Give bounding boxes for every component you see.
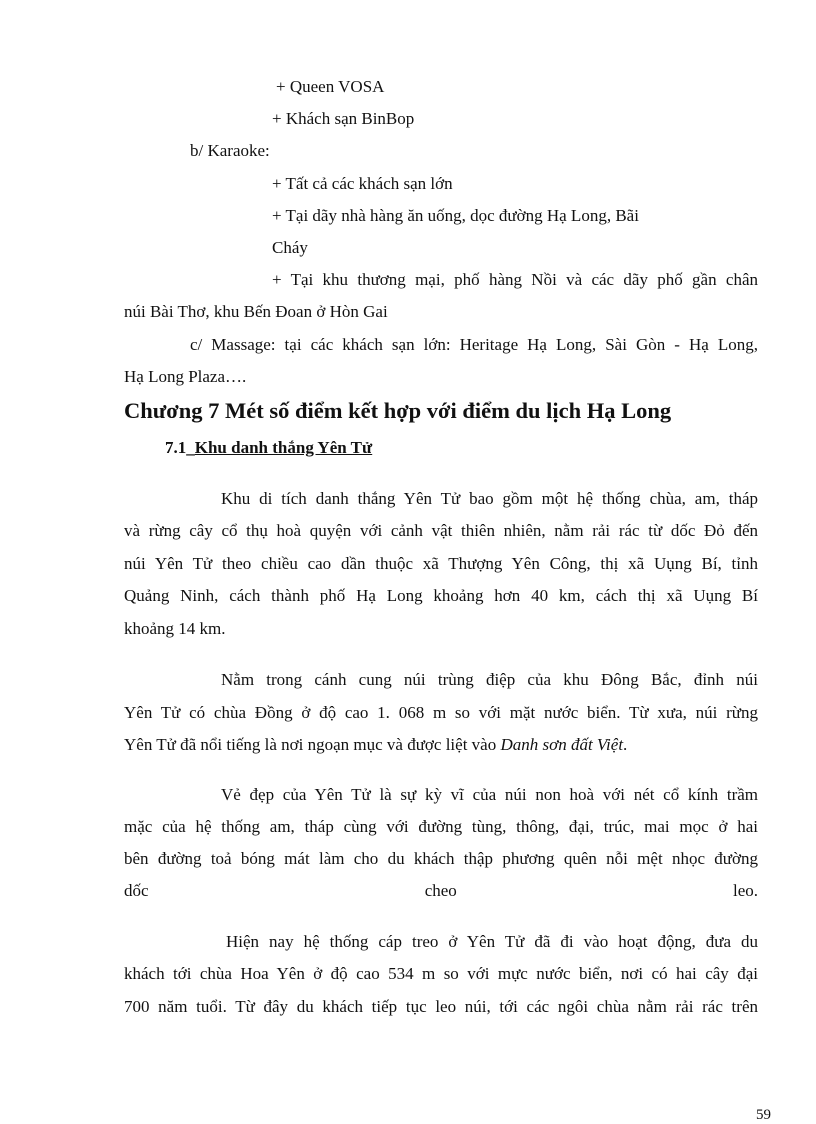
paragraph-1-line-1: Khu di tích danh thắng Yên Tử bao gồm một hệ thống chùa, am, tháp [221,489,758,508]
paragraph-4-line-2: khách tới chùa Hoa Yên ở độ cao 534 m so với mực nước biển, nơi có hai cây đại [124,964,758,983]
page-number: 59 [756,1107,771,1123]
list-item-bar-1: + Queen VOSA [276,77,385,96]
chapter-title: Chương 7 Mét số điểm kết hợp với điểm du lịch Hạ Long [124,398,672,423]
section-title: Khu danh thắng Yên Tử [194,438,373,457]
list-item-karaoke-2: + Tại dãy nhà hàng ăn uống, dọc đường Hạ Long, Bãi [272,206,639,225]
paragraph-2-period: . [623,735,628,754]
list-item-karaoke-3: + Tại khu thương mại, phố hàng Nồi và các dãy phố gần chân [272,270,758,289]
paragraph-4-line-1: Hiện nay hệ thống cáp treo ở Yên Tử đã đi vào hoạt động, đưa du [226,932,758,951]
paragraph-1-line-4: Quảng Ninh, cách thành phố Hạ Long khoảng hơn 40 km, cách thị xã Uụng Bí [124,586,758,605]
karaoke-label: b/ Karaoke: [190,141,270,160]
paragraph-1-line-2: và rừng cây cổ thụ hoà quyện với cảnh vật thiên nhiên, nằm rải rác từ dốc Đỏ đến [124,521,758,540]
paragraph-1-line-5: khoảng 14 km. [124,619,226,638]
paragraph-3-line-2: mặc của hệ thống am, tháp cùng với đường tùng, thông, đại, trúc, mai mọc ở hai [124,817,758,836]
massage-line-1: c/ Massage: tại các khách sạn lớn: Heritage Hạ Long, Sài Gòn - Hạ Long, [190,335,758,354]
paragraph-4-line-3: 700 năm tuổi. Từ đây du khách tiếp tục leo núi, tới các ngôi chùa nằm rải rác trên [124,997,758,1016]
list-item-bar-2: + Khách sạn BinBop [272,109,415,128]
paragraph-3-line-3: bên đường toả bóng mát làm cho du khách thập phương quên nỗi mệt nhọc đường [124,849,758,868]
danh-son-dat-viet-italic: Danh sơn đất Việt [500,735,624,754]
list-item-karaoke-2-cont: Cháy [272,238,308,257]
section-heading [165,437,372,459]
paragraph-3-line-4: dốc cheo leo. [124,881,758,900]
section-number: 7.1_ [165,438,195,457]
massage-line-2: Hạ Long Plaza…. [124,367,247,386]
list-item-karaoke-3-cont: núi Bài Thơ, khu Bến Đoan ở Hòn Gai [124,302,388,321]
paragraph-2-line-3 [124,734,627,756]
paragraph-2-line-3-text: Yên Tử đã nổi tiếng là nơi ngoạn mục và được liệt vào [124,735,497,754]
paragraph-2-line-1: Nằm trong cánh cung núi trùng điệp của khu Đông Bắc, đỉnh núi [221,670,758,689]
paragraph-3-line-1: Vẻ đẹp của Yên Tử là sự kỳ vĩ của núi non hoà với nét cổ kính trầm [221,785,758,804]
paragraph-1-line-3: núi Yên Tử theo chiều cao dần thuộc xã Thượng Yên Công, thị xã Uụng Bí, tỉnh [124,554,758,573]
list-item-karaoke-1: + Tất cả các khách sạn lớn [272,174,453,193]
paragraph-2-line-2: Yên Tử có chùa Đồng ở độ cao 1. 068 m so với mặt nước biển. Từ xưa, núi rừng [124,703,758,722]
